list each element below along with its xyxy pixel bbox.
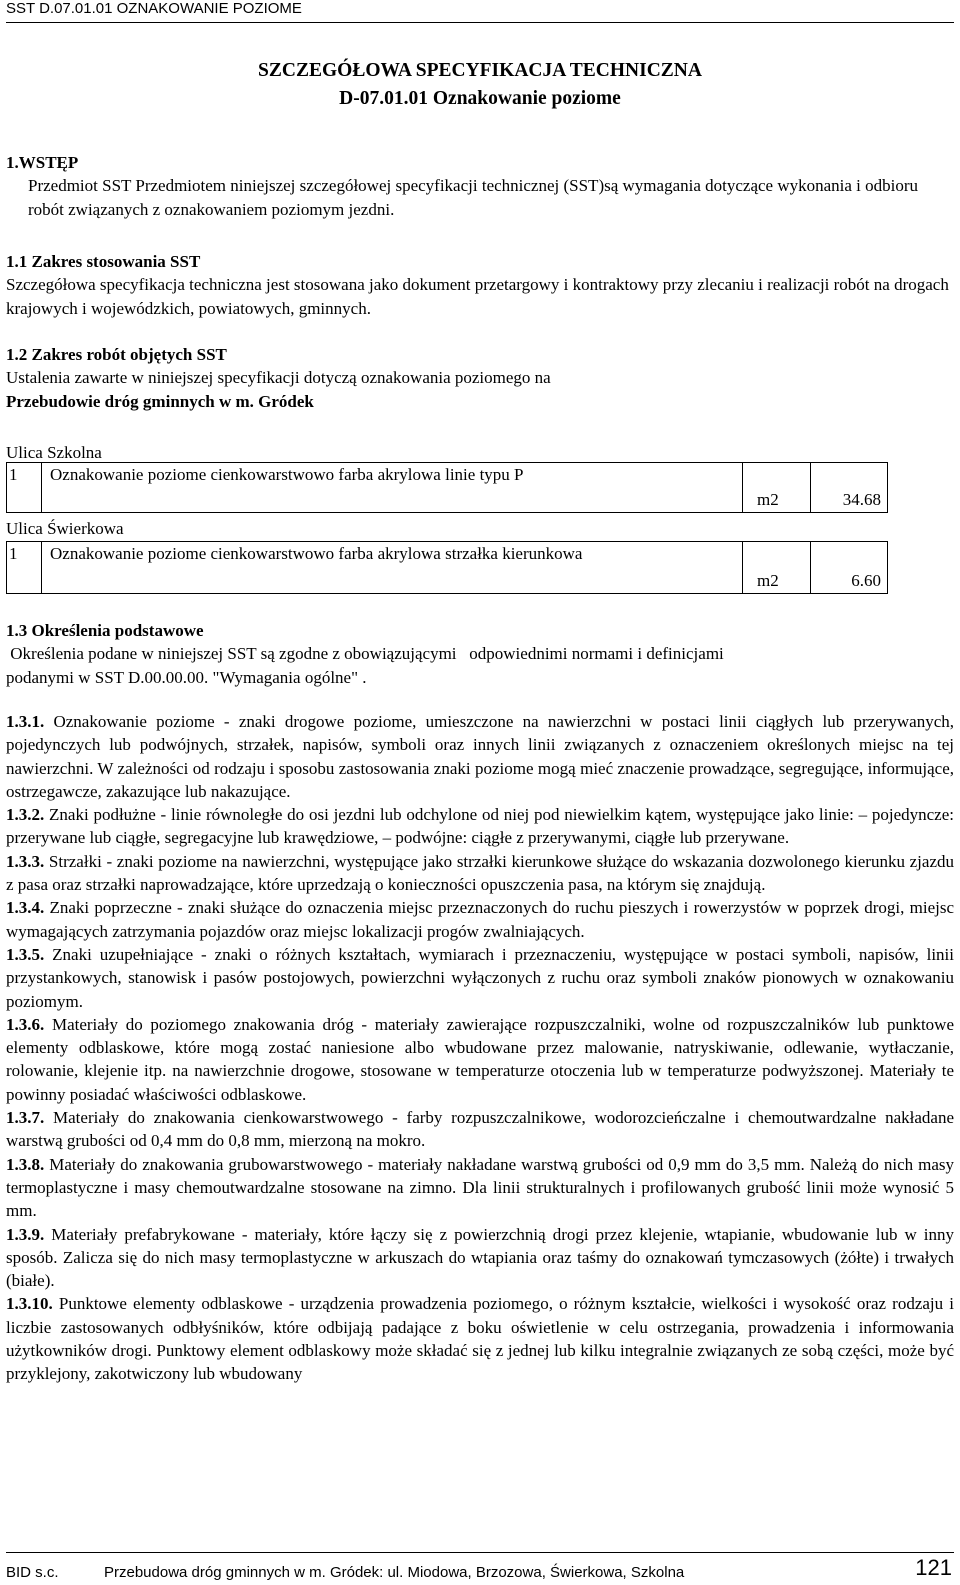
- item-number: 1: [7, 542, 42, 594]
- item-description: Oznakowanie poziome cienkowarstwowo farba akrylowa linie typu P: [42, 463, 743, 513]
- page-number: 121: [915, 1555, 952, 1580]
- section-text-line: Określenia podane w niniejszej SST są zgodne z obowiązującymi odpowiednimi normami i definicjami: [6, 644, 724, 664]
- work-item-table: [6, 541, 888, 594]
- footer-company: BID s.c.: [6, 1564, 59, 1581]
- document-title: [0, 57, 960, 113]
- definition-item: 1.3.4. Znaki poprzeczne - znaki służące do oznaczenia miejsc przeznaczonych do ruchu pieszych i rowerzystów w poprzek drogi, miejsc wymagających zatrzymania pojazdów oraz miejsc lokalizacji progów zwalniających.: [6, 898, 954, 941]
- definition-item: 1.3.9. Materiały prefabrykowane - materiały, które łączy się z powierzchnią drogi przez klejenie, wtapianie, wbudowanie lub w inny sposób. Zalicza się do nich masy termoplastyczne w arkuszach do wtapiania oraz taśmy do oznakowań tymczasowych (żółte) i trwałych (białe).: [6, 1224, 954, 1291]
- running-footer: [6, 1552, 954, 1583]
- section-1-3: [6, 619, 954, 689]
- section-heading: 1.3 Określenia podstawowe: [6, 621, 204, 640]
- definition-item: 1.3.1. Oznakowanie poziome - znaki drogowe poziome, umieszczone na nawierzchni w postaci linii ciągłych lub przerywanych, pojedynczych lub podwójnych, strzałek, napisów, symboli oraz innych linii związanych z oznaczeniem określonych miejsc na tej nawierzchni. W zależności od rodzaju i sposobu zastosowania znaki poziome mogą mieć znaczenie prowadzące, segregujące, informujące, ostrzegawcze, zakazujące lub nakazujące.: [6, 712, 954, 801]
- table-row: [7, 463, 888, 513]
- footer-project: Przebudowa dróg gminnych w m. Gródek: ul. Miodowa, Brzozowa, Świerkowa, Szkolna: [104, 1564, 685, 1581]
- section-1-2: [6, 343, 954, 413]
- work-item-table: [6, 462, 888, 513]
- item-quantity: 34.68: [811, 463, 888, 513]
- running-header-title: SST D.07.01.01 OZNAKOWANIE POZIOME: [6, 0, 302, 17]
- definition-item: 1.3.3. Strzałki - znaki poziome na nawierzchni, występujące jako strzałki kierunkowe służące do wskazania dozwolonego kierunku zjazdu z pasa oraz strzałki naprowadzające, które uprzedzają o konieczności opuszczenia pasa, na którym się znajdują.: [6, 851, 954, 895]
- section-1-1: [6, 250, 954, 320]
- definitions-list: [6, 710, 954, 1386]
- item-unit: m2: [743, 542, 811, 594]
- section-text: Szczegółowa specyfikacja techniczna jest stosowana jako dokument przetargowy i kontraktowy przy zlecaniu i realizacji robót na drogach krajowych i wojewódzkich, powiatowych, gminnych.: [6, 275, 949, 318]
- item-description: Oznakowanie poziome cienkowarstwowo farba akrylowa strzałka kierunkowa: [42, 542, 743, 594]
- street-name: Ulica Szkolna: [6, 443, 102, 462]
- item-unit: m2: [743, 463, 811, 513]
- section-text: Przedmiot SST Przedmiotem niniejszej szczegółowej specyfikacji technicznej (SST)są wymagania dotyczące wykonania i odbioru robót związanych z oznakowaniem poziomym jezdni.: [28, 176, 919, 219]
- street-name: Ulica Świerkowa: [6, 519, 124, 538]
- running-header: [6, 0, 954, 23]
- table-row: [7, 542, 888, 594]
- definition-item: 1.3.7. Materiały do znakowania cienkowarstwowego - farby rozpuszczalnikowe, wodorozcieńczalne i chemoutwardzalne nakładane warstwą grubości od 0,4 mm do 0,8 mm, mierzoną na mokro.: [6, 1108, 954, 1151]
- project-name: Przebudowie dróg gminnych w m. Gródek: [6, 391, 314, 411]
- definition-item: 1.3.8. Materiały do znakowania grubowarstwowego - materiały nakładane warstwą grubości od 0,9 mm do 3,5 mm. Należą do nich masy termoplastyczne i masy chemoutwardzalne stosowane na zimno. Dla linii strukturalnych i profilowanych grubość linii może wynosić 5 mm.: [6, 1154, 954, 1221]
- section-text-line: podanymi w SST D.00.00.00. "Wymagania ogólne" .: [6, 667, 367, 687]
- definition-item: 1.3.10. Punktowe elementy odblaskowe - urządzenia prowadzenia poziomego, o różnym kształcie, wielkości i wysokość oraz rodzaju i liczbie zastosowanych odbłyśników, które odbijają padające z boku oświetlenie w celu ostrzegania, prowadzenia i informowania użytkowników drogi. Punktowy element odblaskowy może składać się z jednej lub kilku integralnie związanych ze sobą części, może być przyklejony, zakotwiczony lub wbudowany: [6, 1294, 954, 1384]
- section-text: Ustalenia zawarte w niniejszej specyfikacji dotyczą oznakowania poziomego na: [6, 368, 551, 388]
- item-quantity: 6.60: [811, 542, 888, 594]
- definition-item: 1.3.2. Znaki podłużne - linie równoległe do osi jezdni lub odchylone od niej pod niewielkim kątem, występujące jako linie: – pojedyncze: przerywane lub ciągłe, segregacyjne lub krawędziowe, – podwójne: ciągłe z przerywanymi, ciągłe lub przerywane.: [6, 805, 954, 848]
- section-intro: [6, 151, 954, 221]
- section-heading: 1.1 Zakres stosowania SST: [6, 252, 201, 271]
- item-number: 1: [7, 463, 42, 513]
- section-heading: 1.2 Zakres robót objętych SST: [6, 345, 227, 364]
- section-heading: 1.WSTĘP: [6, 153, 79, 172]
- document-title-line1: SZCZEGÓŁOWA SPECYFIKACJA TECHNICZNA: [258, 60, 702, 81]
- definition-item: 1.3.6. Materiały do poziomego znakowania dróg - materiały zawierające rozpuszczalniki, wolne od rozpuszczalników lub punktowe elementy odblaskowe, które mogą zostać naniesione albo wbudowane przez malowanie, natryskiwanie, odlewanie, wytłaczanie, rolowanie, klejenie itp. na nawierzchnie drogowe, stosowane w temperaturze otoczenia lub w temperaturze podwyższonej. Materiały te powinny posiadać właściwości odblaskowe.: [6, 1014, 954, 1104]
- document-title-line2: D-07.01.01 Oznakowanie poziome: [339, 88, 621, 109]
- definition-item: 1.3.5. Znaki uzupełniające - znaki o różnych kształtach, wymiarach i przeznaczeniu, występujące w postaci symboli, napisów, linii przystankowych, stanowisk i pasów postojowych, powierzchni wyłączonych z ruchu oraz symboli znaków pionowych w oznakowaniu poziomym.: [6, 944, 954, 1011]
